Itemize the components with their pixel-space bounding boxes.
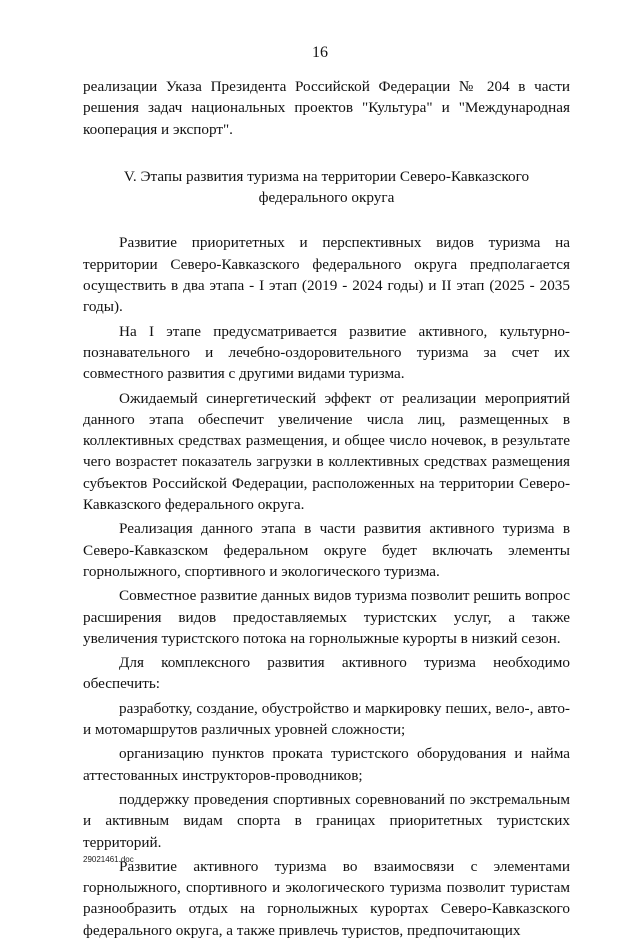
paragraph-synergy-effect: Ожидаемый синергетический эффект от реализации мероприятий данного этапа обеспечит увеличение числа лиц, размещенных в коллективных средствах размещения, и общее число ночевок, в результате чего возрастет показатель загрузки в коллективных средствах размещения субъектов Российской Федерации, расположенных на территории Северо-Кавказского федерального округа. [83, 389, 570, 514]
list-item-routes: разработку, создание, обустройство и маркировку пеших, вело-, авто- и мотомаршрутов различных уровней сложности; [83, 699, 570, 739]
paragraph-stages: Развитие приоритетных и перспективных видов туризма на территории Северо-Кавказского федерального округа предполагается осуществить в два этапа - I этап (2019 - 2024 годы) и II этап (2025 - 2035 годы). [83, 234, 570, 316]
document-body [83, 76, 570, 941]
page-number: 16 [312, 44, 328, 61]
intro-paragraph: реализации Указа Президента Российской Федерации № 204 в части решения задач национальных проектов "Культура" и "Международная кооперация и экспорт". [83, 78, 570, 138]
paragraph-requirements-intro: Для комплексного развития активного туризма необходимо обеспечить: [83, 654, 570, 693]
paragraph-active-tourism: Реализация данного этапа в части развития активного туризма в Северо-Кавказском федеральном округе будет включать элементы горнолыжного, спортивного и экологического туризма. [83, 520, 570, 580]
paragraph-first-stage: На I этапе предусматривается развитие активного, культурно-познавательного и лечебно-оздоровительного туризма за счет их совместного развития с другими видами туризма. [83, 322, 570, 383]
list-item-competitions: поддержку проведения спортивных соревнований по экстремальным и активным видам спорта в границах приоритетных туристских территорий. [83, 790, 570, 851]
section-heading-line-2: федерального округа [258, 189, 395, 207]
section-heading [83, 166, 570, 209]
footer-file-code: 29021461.doc [83, 855, 134, 864]
section-heading-line-1: V. Этапы развития туризма на территории Северо-Кавказского [123, 167, 530, 185]
paragraph-joint-development: Совместное развитие данных видов туризма позволит решить вопрос расширения видов предоставляемых туристских услуг, а также увеличения туристского потока на горнолыжные курорты в низкий сезон. [83, 587, 570, 647]
list-item-rental-points: организацию пунктов проката туристского оборудования и найма аттестованных инструкторов-проводников; [83, 745, 570, 784]
paragraph-active-tourism-benefits: Развитие активного туризма во взаимосвязи с элементами горнолыжного, спортивного и экологического туризма позволит туристам разнообразить отдых на горнолыжных курортах Северо-Кавказского федерального округа, а также привлечь туристов, предпочитающих [83, 857, 570, 939]
